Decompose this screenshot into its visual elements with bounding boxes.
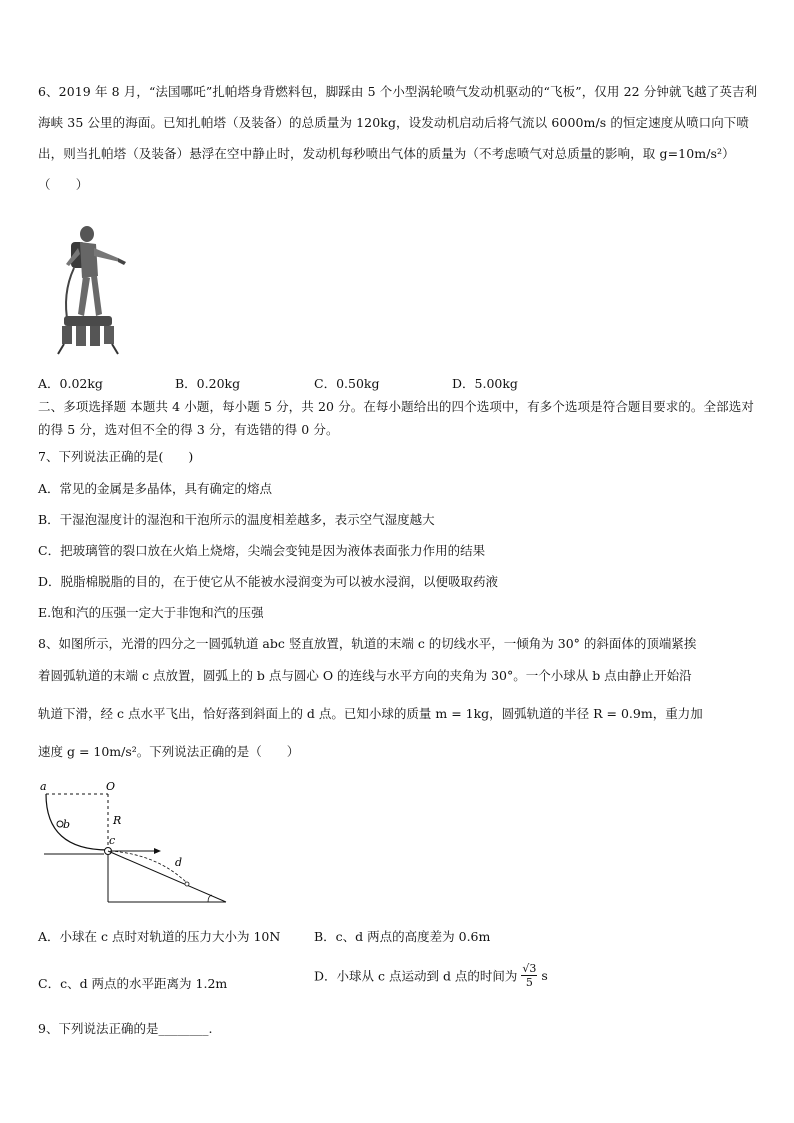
- label-O: O: [106, 780, 116, 793]
- time-fraction-numerator: √3: [522, 962, 537, 975]
- question-8-line-4: 速度 g = 10m/s²。下列说法正确的是（ ）: [38, 744, 300, 759]
- q8-option-d[interactable]: [314, 962, 548, 989]
- q8-option-d-text: D．小球从 c 点运动到 d 点的时间为: [314, 968, 518, 984]
- question-8-line-1: 8、如图所示，光滑的四分之一圆弧轨道 abc 竖直放置，轨道的末端 c 的切线水平，一倾角为 30° 的斜面体的顶端紧挨: [38, 636, 697, 651]
- question-9-stem: 9、下列说法正确的是________.: [38, 1021, 213, 1036]
- label-R: R: [113, 814, 122, 827]
- quarter-arc-track: [46, 794, 108, 850]
- q6-option-d[interactable]: D．5.00kg: [452, 376, 518, 391]
- velocity-arrowhead: [154, 848, 161, 854]
- question-6-text: 6、2019 年 8 月，“法国哪吒”扎帕塔身背燃料包，脚踩由 5 个小型涡轮喷气发动机驱动的“飞板”，仅用 22 分钟就飞越了英吉利海峡 35 公里的海面。已知扎帕塔（及装备）的总质量为 120kg，设发动机启动后将气流以 6000m/s 的恒定速度从喷口向下喷出，则当扎帕塔（及装备）悬浮在空中静止时，发动机每秒喷出气体的质量为（不考虑喷气对总质量的影响，取 g=10m/s²）（ ）: [38, 84, 758, 192]
- q7-option-d[interactable]: D．脱脂棉脱脂的目的，在于使它从不能被水浸润变为可以被水浸润，以便吸取药液: [38, 574, 499, 589]
- time-fraction: [521, 962, 537, 989]
- q6-option-a[interactable]: A．0.02kg: [38, 376, 103, 391]
- q7-option-c[interactable]: C．把玻璃管的裂口放在火焰上烧熔，尖端会变钝是因为液体表面张力作用的结果: [38, 543, 486, 558]
- label-c: c: [109, 834, 116, 847]
- label-d: d: [175, 856, 183, 869]
- q7-option-b[interactable]: B．干湿泡湿度计的湿泡和干泡所示的温度相差越多，表示空气湿度越大: [38, 512, 435, 527]
- label-a: a: [40, 780, 47, 793]
- q8-option-b[interactable]: B．c、d 两点的高度差为 0.6m: [314, 929, 491, 944]
- question-7-stem: 7、下列说法正确的是( ): [38, 449, 194, 464]
- q6-option-b[interactable]: B．0.20kg: [175, 376, 241, 391]
- label-b: b: [63, 818, 71, 831]
- incline-slope: [108, 851, 226, 902]
- q8-option-c[interactable]: C．c、d 两点的水平距离为 1.2m: [38, 976, 228, 991]
- q7-option-e[interactable]: E.饱和汽的压强一定大于非饱和汽的压强: [38, 605, 264, 620]
- section-2-instructions: 二、多项选择题 本题共 4 小题，每小题 5 分，共 20 分。在每小题给出的四个选项中，有多个选项是符合题目要求的。全部选对的得 5 分，选对但不全的得 3 分，有选错的得 0 分。: [38, 399, 754, 437]
- time-fraction-denominator: 5: [525, 976, 533, 989]
- time-unit: s: [541, 968, 548, 983]
- arc-track-figure: [36, 778, 236, 908]
- q6-option-c[interactable]: C．0.50kg: [314, 376, 380, 391]
- question-8-line-3: 轨道下滑，经 c 点水平飞出，恰好落到斜面上的 d 点。已知小球的质量 m = 1kg，圆弧轨道的半径 R = 0.9m，重力加: [38, 706, 703, 721]
- question-8-line-2: 着圆弧轨道的末端 c 点放置，圆弧上的 b 点与圆心 O 的连线与水平方向的夹角为 30°。一个小球从 b 点由静止开始沿: [38, 668, 692, 683]
- q8-option-a[interactable]: A．小球在 c 点时对轨道的压力大小为 10N: [38, 929, 281, 944]
- q7-option-a[interactable]: A．常见的金属是多晶体，具有确定的熔点: [38, 481, 273, 496]
- ball-at-d: [185, 882, 189, 886]
- flyboard-photo: [38, 224, 130, 356]
